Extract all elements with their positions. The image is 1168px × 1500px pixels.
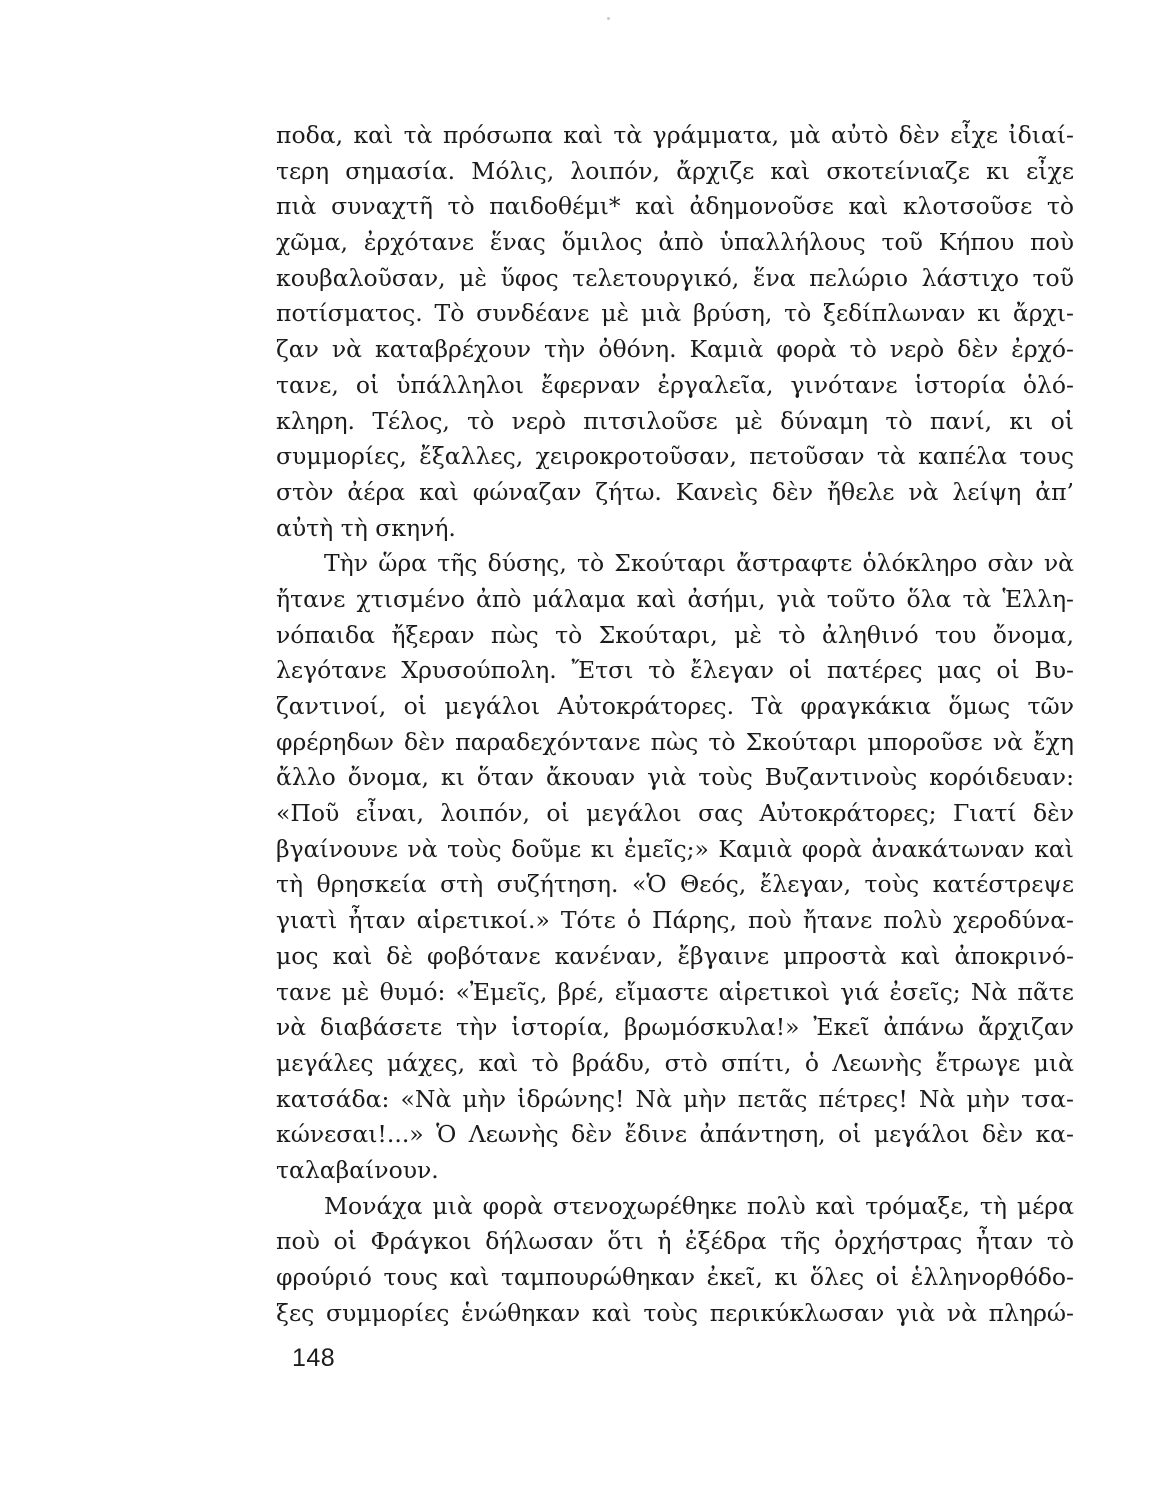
text-line: νὰ διαβάσετε τὴν ἱστορία, βρωμόσκυλα!» Ἐκεῖ ἀπάνω ἄρχιζαν [276,1013,1074,1042]
text-line: τερη σημασία. Μόλις, λοιπόν, ἄρχιζε καὶ σκοτείνιαζε κι εἶχε [276,156,1074,185]
text-line: τὴ θρησκεία στὴ συζήτηση. «Ὁ Θεός, ἔλεγαν, τοὺς κατέστρεψε [276,870,1074,899]
body-text [276,118,1074,1331]
text-line: Μονάχα μιὰ φορὰ στενοχωρέθηκε πολὺ καὶ τρόμαξε, τὴ μέρα [324,1191,1074,1220]
text-line: «Ποῦ εἶναι, λοιπόν, οἱ μεγάλοι σας Αὐτοκράτορες; Γιατί δὲν [276,799,1074,828]
text-line: χῶμα, ἐρχότανε ἕνας ὅμιλος ἀπὸ ὑπαλλήλους τοῦ Κήπου ποὺ [276,228,1074,257]
text-line: τανε μὲ θυμό: «Ἐμεῖς, βρέ, εἴμαστε αἱρετικοὶ γιά ἐσεῖς; Νὰ πᾶτε [276,977,1074,1006]
paper-speck [607,17,610,20]
text-line: ποὺ οἱ Φράγκοι δήλωσαν ὅτι ἡ ἐξέδρα τῆς ὀρχήστρας ἦταν τὸ [276,1227,1074,1256]
text-line: Τὴν ὥρα τῆς δύσης, τὸ Σκούταρι ἄστραφτε ὁλόκληρο σὰν νὰ [324,549,1074,578]
text-line: νόπαιδα ἤξεραν πὼς τὸ Σκούταρι, μὲ τὸ ἀληθινό του ὄνομα, [276,620,1074,649]
text-line: ζαντινοί, οἱ μεγάλοι Αὐτοκράτορες. Τὰ φραγκάκια ὅμως τῶν [276,692,1074,720]
text-line: φρούριό τους καὶ ταμπουρώθηκαν ἐκεῖ, κι ὅλες οἱ ἑλληνορθόδο- [276,1263,1074,1291]
text-line: κώνεσαι!...» Ὁ Λεωνὴς δὲν ἔδινε ἀπάντηση, οἱ μεγάλοι δὲν κα- [276,1120,1074,1149]
text-line: μεγάλες μάχες, καὶ τὸ βράδυ, στὸ σπίτι, ὁ Λεωνὴς ἔτρωγε μιὰ [276,1048,1074,1077]
text-line: ποδα, καὶ τὰ πρόσωπα καὶ τὰ γράμματα, μὰ αὐτὸ δὲν εἶχε ἰδιαί- [276,121,1074,149]
text-line: στὸν ἀέρα καὶ φώναζαν ζήτω. Κανεὶς δὲν ἤθελε νὰ λείψη ἀπ’ [276,477,1074,506]
text-line: ποτίσματος. Τὸ συνδέανε μὲ μιὰ βρύση, τὸ ξεδίπλωναν κι ἄρχι- [276,299,1074,328]
text-line: κληρη. Τέλος, τὸ νερὸ πιτσιλοῦσε μὲ δύναμη τὸ πανί, κι οἱ [276,406,1074,435]
text-line: ζαν νὰ καταβρέχουν τὴν ὀθόνη. Καμιὰ φορὰ τὸ νερὸ δὲν ἐρχό- [276,335,1074,364]
text-line: αὐτὴ τὴ σκηνή. [276,513,456,542]
text-line: γιατὶ ἦταν αἱρετικοί.» Τότε ὁ Πάρης, ποὺ ἤτανε πολὺ χεροδύνα- [276,906,1074,935]
text-line: ἤτανε χτισμένο ἀπὸ μάλαμα καὶ ἀσήμι, γιὰ τοῦτο ὅλα τὰ Ἑλλη- [276,584,1074,613]
text-line: ἄλλο ὄνομα, κι ὅταν ἄκουαν γιὰ τοὺς Βυζαντινοὺς κορόιδευαν: [276,763,1074,792]
text-line: βγαίνουνε νὰ τοὺς δοῦμε κι ἐμεῖς;» Καμιὰ φορὰ ἀνακάτωναν καὶ [276,834,1074,863]
text-line: ξες συμμορίες ἑνώθηκαν καὶ τοὺς περικύκλωσαν γιὰ νὰ πληρώ- [276,1298,1074,1327]
text-line: κουβαλοῦσαν, μὲ ὕφος τελετουργικό, ἕνα πελώριο λάστιχο τοῦ [276,263,1074,292]
text-line: συμμορίες, ἔξαλλες, χειροκροτοῦσαν, πετοῦσαν τὰ καπέλα τους [276,442,1074,471]
text-line: φρέρηδων δὲν παραδεχόντανε πὼς τὸ Σκούταρι μποροῦσε νὰ ἔχη [276,727,1074,756]
text-line: κατσάδα: «Νὰ μὴν ἱδρώνης! Νὰ μὴν πετᾶς πέτρες! Νὰ μὴν τσα- [276,1084,1074,1113]
page-number: 148 [292,1344,336,1372]
text-line: μος καὶ δὲ φοβότανε κανέναν, ἔβγαινε μπροστὰ καὶ ἀποκρινό- [276,941,1074,970]
text-line: πιὰ συναχτῆ τὸ παιδοθέμι* καὶ ἀδημονοῦσε καὶ κλοτσοῦσε τὸ [276,192,1074,221]
text-line: τανε, οἱ ὑπάλληλοι ἔφερναν ἐργαλεῖα, γινότανε ἱστορία ὁλό- [276,370,1074,399]
text-line: ταλαβαίνουν. [276,1155,439,1184]
text-line: λεγότανε Χρυσούπολη. Ἔτσι τὸ ἔλεγαν οἱ πατέρες μας οἱ Βυ- [276,656,1074,685]
